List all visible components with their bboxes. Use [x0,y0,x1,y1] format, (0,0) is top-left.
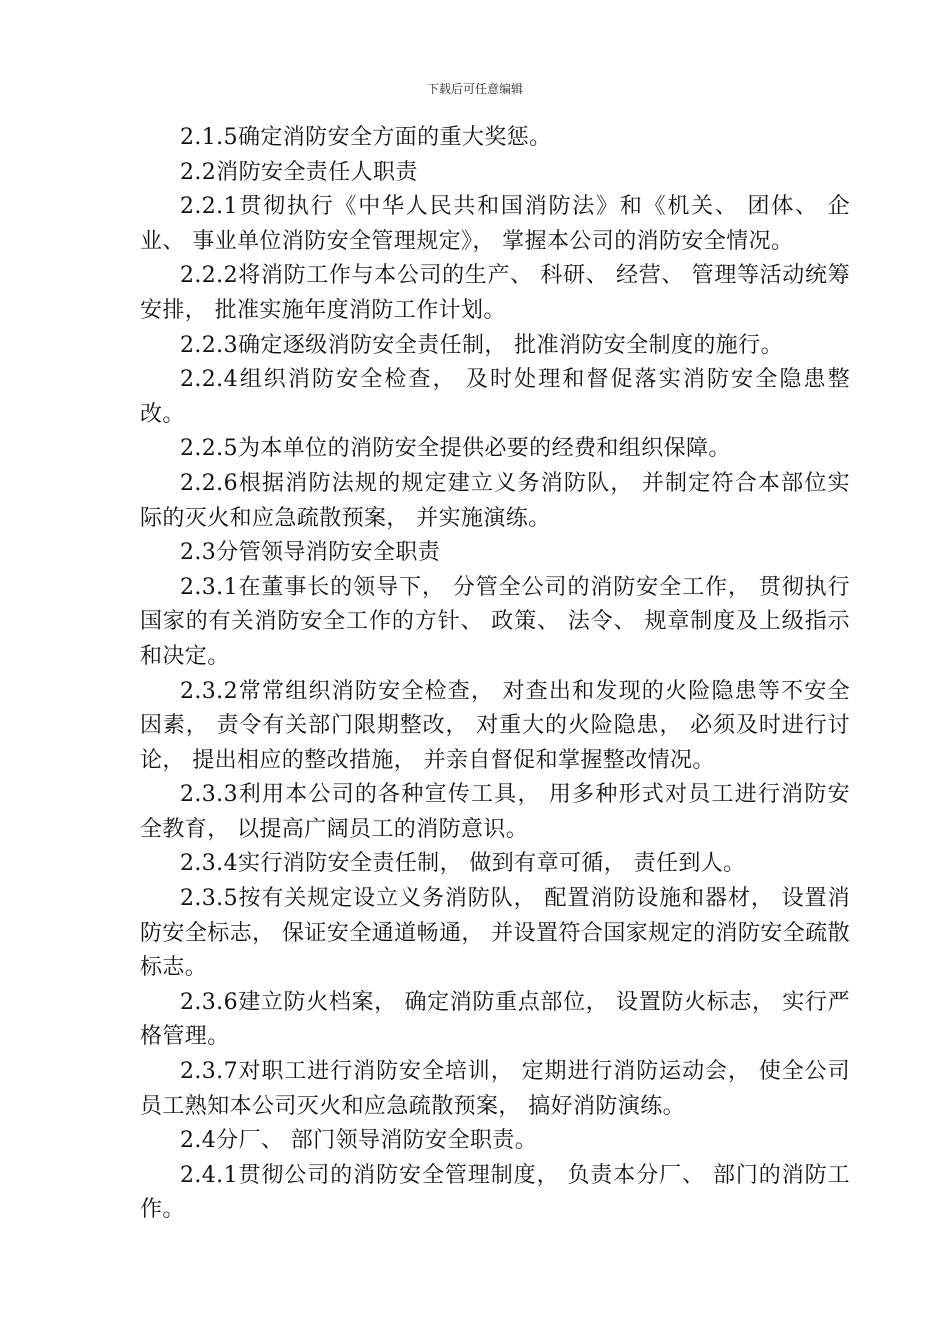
paragraph-2-2-2: 2.2.2将消防工作与本公司的生产、 科研、 经营、 管理等活动统筹安排， 批准实施年度消防工作计划。 [140,263,850,323]
section-heading-2-3: 2.3分管领导消防安全职责 [180,540,441,566]
paragraph-2-2-6: 2.2.6根据消防法规的规定建立义务消防队， 并制定符合本部位实际的灭火和应急疏散预案， 并实施演练。 [140,470,850,531]
paragraph-2-1-5: 2.1.5确定消防安全方面的重大奖惩。 [180,125,552,150]
paragraph-2-2-3: 2.2.3确定逐级消防安全责任制， 批准消防安全制度的施行。 [180,332,783,358]
paragraph-2-3-3: 2.3.3利用本公司的各种宣传工具， 用多种形式对员工进行消防安全教育， 以提高广阔员工的消防意识。 [140,782,850,842]
paragraph-2-4-1: 2.4.1贯彻公司的消防安全管理制度， 负责本分厂、 部门的消防工作。 [140,1162,850,1223]
paragraph-2-3-7: 2.3.7对职工进行消防安全培训， 定期进行消防运动会， 使全公司员工熟知本公司灭火和应急疏散预案， 搞好消防演练。 [140,1059,850,1119]
paragraph-2-3-5: 2.3.5按有关规定设立义务消防队， 配置消防设施和器材， 设置消防安全标志， 保证安全通道畅通， 并设置符合国家规定的消防安全疏散标志。 [140,886,850,981]
page-header-note: 下载后可任意编辑 [426,82,523,96]
paragraph-2-3-4: 2.3.4实行消防安全责任制， 做到有章可循， 责任到人。 [180,851,746,877]
paragraph-2-3-2: 2.3.2常常组织消防安全检查， 对查出和发现的火险隐患等不安全因素， 责令有关部门限期整改， 对重大的火险隐患， 必须及时进行讨论， 提出相应的整改措施， 并亲自督促和掌握整改情况。 [140,678,850,773]
paragraph-2-3-1: 2.3.1在董事长的领导下， 分管全公司的消防安全工作， 贯彻执行国家的有关消防安全工作的方针、 政策、 法令、 规章制度及上级指示和决定。 [140,574,850,669]
section-heading-2-2: 2.2消防安全责任人职责 [180,159,418,185]
paragraph-2-2-1: 2.2.1贯彻执行《中华人民共和国消防法》和《机关、 团体、 企业、 事业单位消防安全管理规定》， 掌握本公司的消防安全情况。 [140,194,850,254]
section-heading-2-4: 2.4分厂、 部门领导消防安全职责。 [180,1128,538,1154]
paragraph-2-2-4: 2.2.4组织消防安全检查， 及时处理和督促落实消防安全隐患整改。 [140,367,850,427]
paragraph-2-2-5: 2.2.5为本单位的消防安全提供必要的经费和组织保障。 [180,436,731,462]
paragraph-2-3-6: 2.3.6建立防火档案， 确定消防重点部位， 设置防火标志， 实行严格管理。 [140,989,850,1050]
document-body [140,121,850,1228]
